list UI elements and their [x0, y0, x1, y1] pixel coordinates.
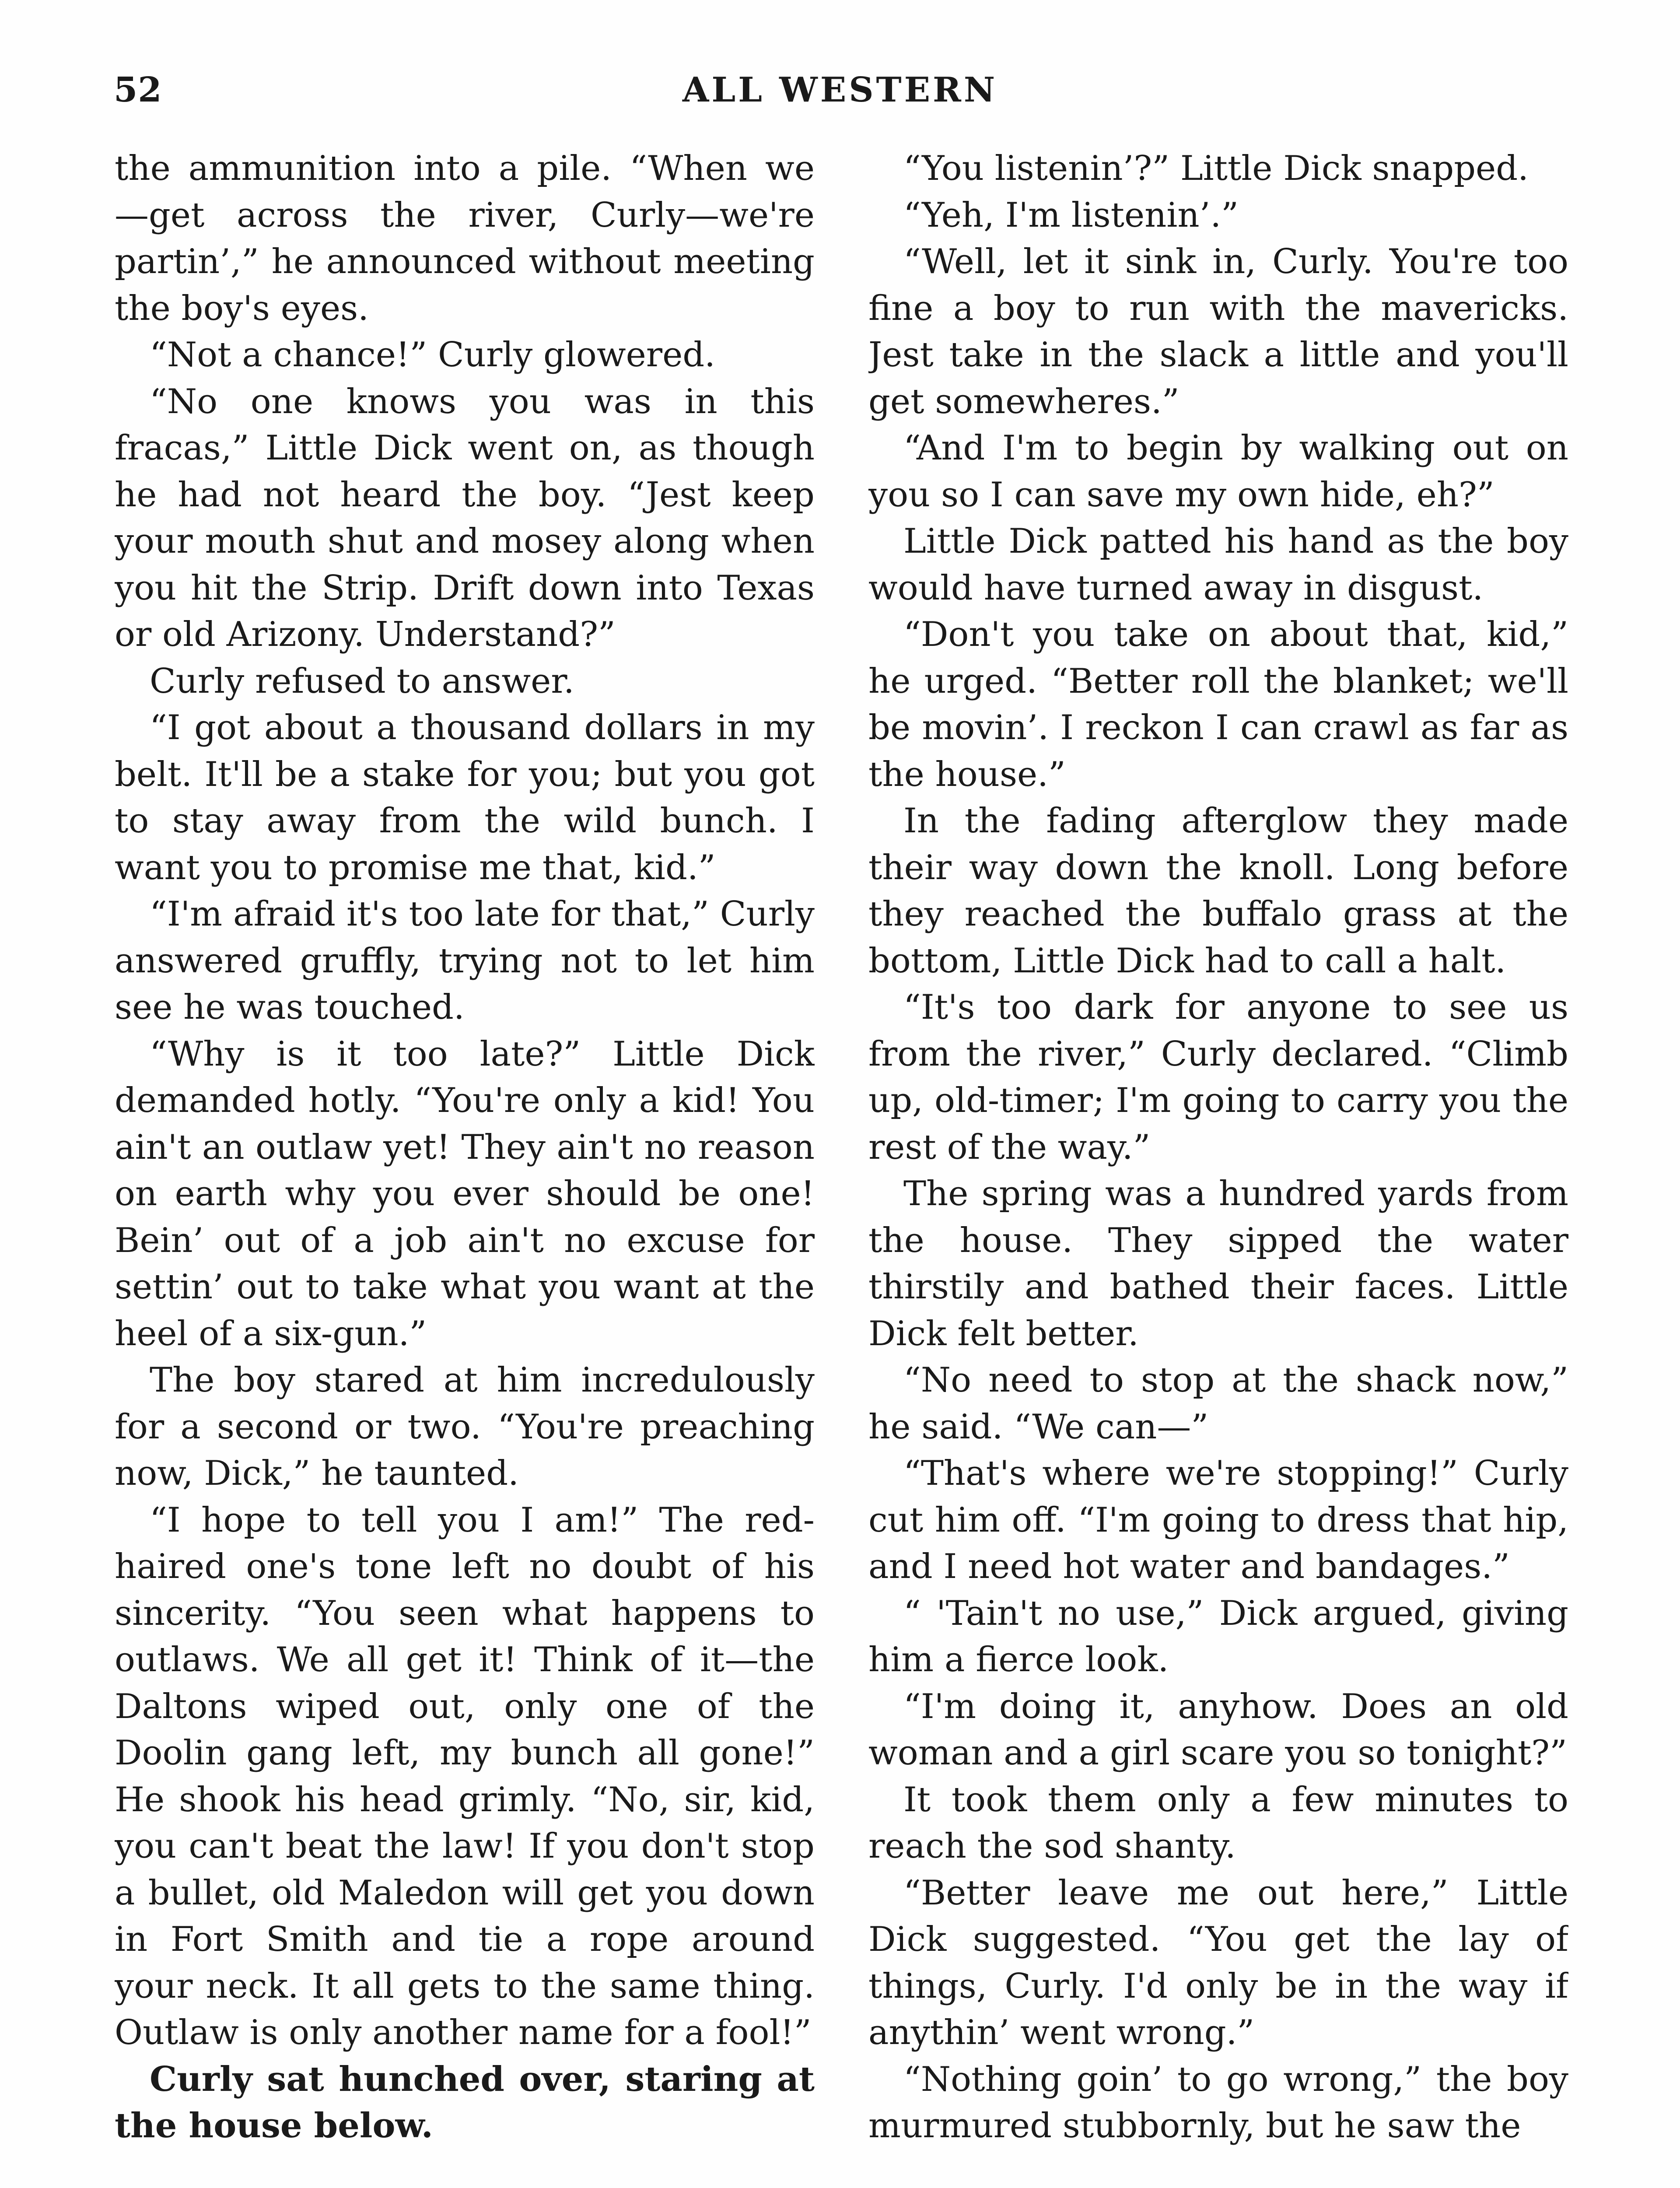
running-head: ALL WESTERN [682, 70, 998, 110]
paragraph: “I got about a thousand dollars in my belt. It'll be a stake for you; but you got to stay away from the wild bunch. I want you to promise me that, kid.” [115, 708, 815, 887]
paragraph: “Better leave me out here,” Little Dick suggested. “You get the lay of things, Curly. I'd only be in the way if anythin’ went wrong.” [868, 1873, 1568, 2052]
paragraph: “I hope to tell you I am!” The red-haired one's tone left no doubt of his sincerity. “You seen what happens to outlaws. We all get it! Think of it—the Daltons wiped out, only one of the Doolin gang left, my bunch all gone!” He shook his head grimly. “No, sir, kid, you can't beat the law! If you don't stop a bullet, old Maledon will get you down in Fort Smith and tie a rope around your neck. It all gets to the same thing. Outlaw is only another name for a fool!” [115, 1500, 815, 2052]
paragraph: Curly sat hunched over, staring at the house below. [115, 2059, 815, 2146]
page-number: 52 [114, 70, 162, 110]
paragraph: The boy stared at him incredulously for a second or two. “You're preaching now, Dick,” he taunted. [115, 1360, 815, 1493]
right-column [868, 145, 1568, 2188]
paragraph: “I'm doing it, anyhow. Does an old woman and a girl scare you so tonight?” [868, 1687, 1568, 1773]
paragraph: the ammunition into a pile. “When we —get across the river, Curly—we're partin’,” he announced without meeting the boy's eyes. [115, 149, 815, 328]
paragraph: “ 'Tain't no use,” Dick argued, giving him a fierce look. [868, 1593, 1568, 1680]
paragraph: “Yeh, I'm listenin’.” [903, 195, 1239, 235]
paragraph: “It's too dark for anyone to see us from the river,” Curly declared. “Climb up, old-timer; I'm going to carry you the rest of the way.” [868, 988, 1568, 1167]
paragraph: “And I'm to begin by walking out on you so I can save my own hide, eh?” [868, 428, 1568, 515]
paragraph: “No need to stop at the shack now,” he said. “We can—” [868, 1360, 1568, 1447]
paragraph: “I'm afraid it's too late for that,” Curly answered gruffly, trying not to let him see he was touched. [115, 894, 815, 1027]
left-column [115, 145, 815, 2188]
paragraph: “Well, let it sink in, Curly. You're too fine a boy to run with the mavericks. Jest take in the slack a little and you'll get somewheres.” [868, 242, 1568, 421]
paragraph: The spring was a hundred yards from the house. They sipped the water thirstily and bathed their faces. Little Dick felt better. [868, 1174, 1568, 1353]
paragraph: “Why is it too late?” Little Dick demanded hotly. “You're only a kid! You ain't an outlaw yet! They ain't no reason on earth why you ever should be one! Bein’ out of a job ain't no excuse for settin’ out to take what you want at the heel of a six-gun.” [115, 1034, 815, 1353]
paragraph: “Nothing goin’ to go wrong,” the boy murmured stubbornly, but he saw the [868, 2059, 1568, 2146]
paragraph: “Don't you take on about that, kid,” he urged. “Better roll the blanket; we'll be movin’. I reckon I can crawl as far as the house.” [868, 615, 1568, 794]
paragraph: “No one knows you was in this fracas,” Little Dick went on, as though he had not heard the boy. “Jest keep your mouth shut and mosey along when you hit the Strip. Drift down into Texas or old Arizony. Understand?” [115, 382, 815, 654]
paragraph: Curly refused to answer. [150, 661, 574, 701]
paragraph: In the fading afterglow they made their way down the knoll. Long before they reached the buffalo grass at the bottom, Little Dick had to call a halt. [868, 801, 1568, 981]
paragraph: “Not a chance!” Curly glowered. [150, 335, 715, 375]
paragraph: It took them only a few minutes to reach the sod shanty. [868, 1780, 1568, 1866]
paragraph: “You listenin’?” Little Dick snapped. [903, 149, 1529, 188]
paragraph: “That's where we're stopping!” Curly cut him off. “I'm going to dress that hip, and I need hot water and bandages.” [868, 1454, 1568, 1586]
paragraph: Little Dick patted his hand as the boy would have turned away in disgust. [868, 522, 1568, 608]
